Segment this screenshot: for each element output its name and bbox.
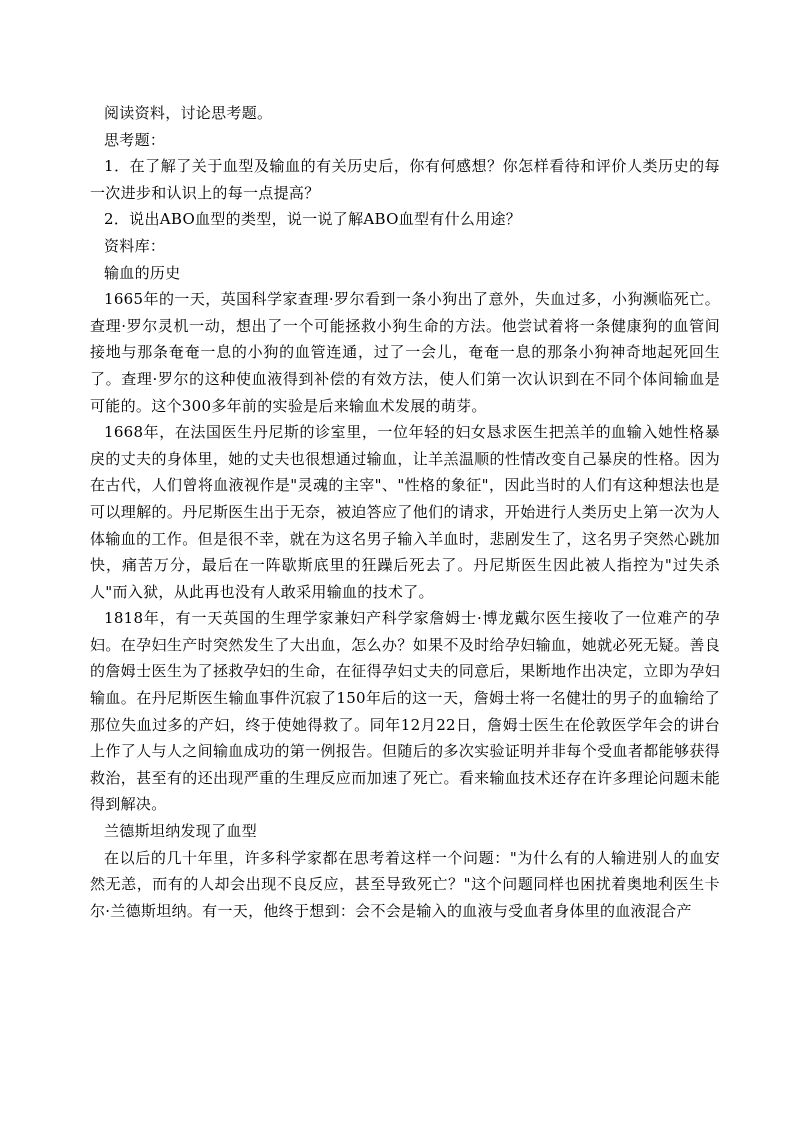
paragraph-1665: 1665年的一天，英国科学家查理·罗尔看到一条小狗出了意外，失血过多，小狗濒临死亡。查理·罗尔灵机一动，想出了一个可能拯救小狗生命的方法。他尝试着将一条健康狗的血管间接地与那条奄奄一息的小狗的血管连通，过了一会儿，奄奄一息的那条小狗神奇地起死回生了。查理·罗尔的这种使血液得到补偿的有效方法，使人们第一次认识到在不同个体间输血是可能的。这个300多年前的实验是后来输血术发展的萌芽。 <box>90 290 720 415</box>
document-body <box>90 100 720 924</box>
questions-heading: 思考题： <box>104 130 166 149</box>
intro-instruction: 阅读资料，讨论思考题。 <box>104 104 273 122</box>
question-1: 1．在了解了关于血型及输血的有关历史后，你有何感想？你怎样看待和评价人类历史的每一次进步和认识上的每一点提高？ <box>90 157 720 202</box>
section-title-transfusion-history: 输血的历史 <box>104 263 181 282</box>
paragraph-landsteiner: 在以后的几十年里，许多科学家都在思考着这样一个问题："为什么有的人输进别人的血安然无恙，而有的人却会出现不良反应，甚至导致死亡？"这个问题同样也困扰着奥地利医生卡尔·兰德斯坦纳。有一天，他终于想到：会不会是输入的血液与受血者身体里的血液混合产 <box>90 848 720 920</box>
paragraph-1818: 1818年，有一天英国的生理学家兼妇产科学家詹姆士·博龙戴尔医生接收了一位难产的孕妇。在孕妇生产时突然发生了大出血，怎么办？如果不及时给孕妇输血，她就必死无疑。善良的詹姆士医生为了拯救孕妇的生命，在征得孕妇丈夫的同意后，果断地作出决定，立即为孕妇输血。在丹尼斯医生输血事件沉寂了150年后的这一天，詹姆士将一名健壮的男子的血输给了那位失血过多的产妇，终于使她得救了。同年12月22日，詹姆士医生在伦敦医学年会的讲台上作了人与人之间输血成功的第一例报告。但随后的多次实验证明并非每个受血者都能够获得救治，甚至有的还出现严重的生理反应而加速了死亡。看来输血技术还存在许多理论问题未能得到解决。 <box>90 609 720 814</box>
paragraph-1668: 1668年，在法国医生丹尼斯的诊室里，一位年轻的妇女恳求医生把羔羊的血输入她性格暴戾的丈夫的身体里，她的丈夫也很想通过输血，让羊羔温顺的性情改变自己暴戾的性格。因为在古代，人们曾将血液视作是"灵魂的主宰"、"性格的象征"，因此当时的人们有这种想法也是可以理解的。丹尼斯医生出于无奈，被迫答应了他们的请求，开始进行人类历史上第一次为人体输血的工作。但是很不幸，就在为这名男子输入羊血时，悲剧发生了，这名男子突然心跳加快，痛苦万分，最后在一阵歇斯底里的狂躁后死去了。丹尼斯医生因此被人指控为"过失杀人"而入狱，从此再也没有人敢采用输血的技术了。 <box>90 423 720 601</box>
section-title-landsteiner: 兰德斯坦纳发现了血型 <box>104 822 258 841</box>
question-2: 2．说出ABO血型的类型，说一说了解ABO血型有什么用途？ <box>104 210 522 229</box>
resources-heading: 资料库： <box>104 236 166 255</box>
